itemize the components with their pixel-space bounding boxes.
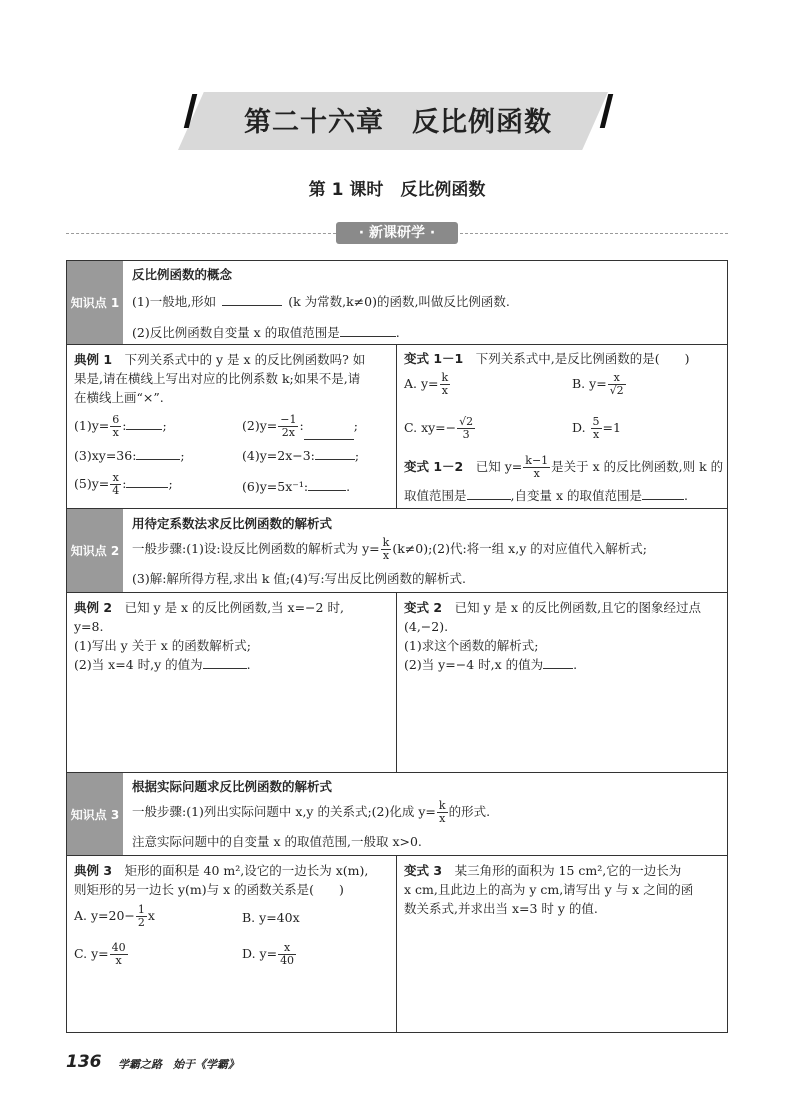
- kp3-line2: 注意实际问题中的自变量 x 的取值范围,一般取 x>0.: [132, 834, 422, 849]
- example1-item2: (2)y= $\frac{-1}{2x}$ : ;: [242, 413, 358, 439]
- variant1-1-option-a[interactable]: A. y= $\frac{k}{x}$: [404, 371, 449, 397]
- example1-text: 典例 1 下列关系式中的 y 是 x 的反比例函数吗? 如 果是,请在横线上写出对应的比例系数 k;如果不是,请 在横线上画“×”.: [74, 352, 366, 405]
- answer-blank[interactable]: [126, 417, 162, 430]
- divider-right: [460, 233, 728, 234]
- example3-option-d[interactable]: D. y= $\frac{x}{40}$: [242, 941, 295, 967]
- example3-text: 典例 3 矩形的面积是 40 m²,设它的一边长为 x(m), 则矩形的另一边长 y(m)与 x 的函数关系是( ): [74, 863, 369, 897]
- variant1-2-line2: 取值范围是 ,自变量 x 的取值范围是 .: [404, 488, 688, 503]
- answer-blank[interactable]: [315, 447, 355, 460]
- kp1-line2: (2)反比例函数自变量 x 的取值范围是 .: [132, 325, 400, 340]
- row-divider: [66, 508, 728, 509]
- variant1-1-text: 变式 1－1 下列关系式中,是反比例函数的是( ): [404, 351, 690, 366]
- kp2-line2: (3)解:解所得方程,求出 k 值;(4)写:写出反比例函数的解析式.: [132, 571, 467, 586]
- chapter-title: 第二十六章 反比例函数: [244, 107, 552, 138]
- example1-item5: (5)y= $\frac{x}{4}$ : ;: [74, 471, 173, 497]
- example3-option-c[interactable]: C. y= $\frac{40}{x}$: [74, 941, 126, 967]
- kp1-tag: 知识点 1: [70, 296, 120, 310]
- example1-item3: (3)xy=36: ;: [74, 448, 185, 463]
- variant1-1-option-c[interactable]: C. xy=− $\frac{√2}{3}$: [404, 415, 474, 441]
- row-divider: [66, 772, 728, 773]
- answer-blank[interactable]: [467, 487, 511, 500]
- answer-blank[interactable]: [222, 293, 282, 306]
- row-divider: [66, 855, 728, 856]
- example3-option-b[interactable]: B. y=40x: [242, 910, 300, 925]
- kp3-tag: 知识点 3: [70, 808, 120, 822]
- row-divider: [66, 592, 728, 593]
- variant3-text: 变式 3 某三角形的面积为 15 cm²,它的一边长为 x cm,且此边上的高为 y cm,请写出 y 与 x 之间的函 数关系式,并求出当 x=3 时 y 的值.: [404, 863, 694, 916]
- footer-slogan: 学霸之路 始于《学霸》: [118, 1058, 239, 1071]
- answer-blank[interactable]: [543, 656, 573, 669]
- answer-blank[interactable]: [203, 656, 247, 669]
- example1-item6: (6)y=5x⁻¹: .: [242, 479, 351, 494]
- section-tag: · 新课研学 ·: [336, 222, 458, 244]
- column-divider: [396, 344, 397, 508]
- answer-blank[interactable]: [304, 427, 354, 440]
- column-divider: [396, 592, 397, 772]
- kp2-line1: 一般步骤:(1)设:设反比例函数的解析式为 y= $\frac{k}{x}$ (k≠0);(2)代:将一组 x,y 的对应值代入解析式;: [132, 536, 647, 562]
- kp2-title: 用待定系数法求反比例函数的解析式: [132, 516, 333, 531]
- column-divider: [396, 855, 397, 1033]
- example3-option-a[interactable]: A. y=20− $\frac{1}{2}$ x: [74, 903, 155, 929]
- row-divider: [66, 344, 728, 345]
- kp3-title: 根据实际问题求反比例函数的解析式: [132, 779, 333, 794]
- variant1-1-option-d[interactable]: D. $\frac{5}{x}$ =1: [572, 415, 621, 441]
- kp2-tag: 知识点 2: [70, 544, 120, 558]
- answer-blank[interactable]: [136, 447, 180, 460]
- page-number: 136: [66, 1052, 102, 1072]
- variant1-1-option-b[interactable]: B. y= $\frac{x}{√2}$: [572, 371, 624, 397]
- answer-blank[interactable]: [340, 324, 396, 337]
- kp1-title: 反比例函数的概念: [132, 267, 233, 282]
- answer-blank[interactable]: [308, 478, 346, 491]
- example2-text: 典例 2 已知 y 是 x 的反比例函数,当 x=−2 时, y=8. (1)写出 y 关于 x 的函数解析式; (2)当 x=4 时,y 的值为 .: [74, 600, 344, 672]
- variant1-2-line1: 变式 1－2 已知 y= $\frac{k-1}{x}$ 是关于 x 的反比例函数,则 k 的: [404, 454, 724, 480]
- answer-blank[interactable]: [642, 487, 684, 500]
- divider-left: [66, 233, 336, 234]
- kp1-line1: (1)一般地,形如 (k 为常数,k≠0)的函数,叫做反比例函数.: [132, 294, 510, 309]
- kp3-line1: 一般步骤:(1)列出实际问题中 x,y 的关系式;(2)化成 y= $\frac{k}{x}$ 的形式.: [132, 799, 491, 825]
- answer-blank[interactable]: [126, 475, 168, 488]
- example1-item4: (4)y=2x−3: ;: [242, 448, 360, 463]
- example1-item1: (1)y= $\frac{6}{x}$ : ;: [74, 413, 167, 439]
- variant2-text: 变式 2 已知 y 是 x 的反比例函数,且它的图象经过点 (4,−2). (1)求这个函数的解析式; (2)当 y=−4 时,x 的值为 .: [404, 600, 702, 672]
- lesson-title: 第 1 课时 反比例函数: [308, 180, 486, 200]
